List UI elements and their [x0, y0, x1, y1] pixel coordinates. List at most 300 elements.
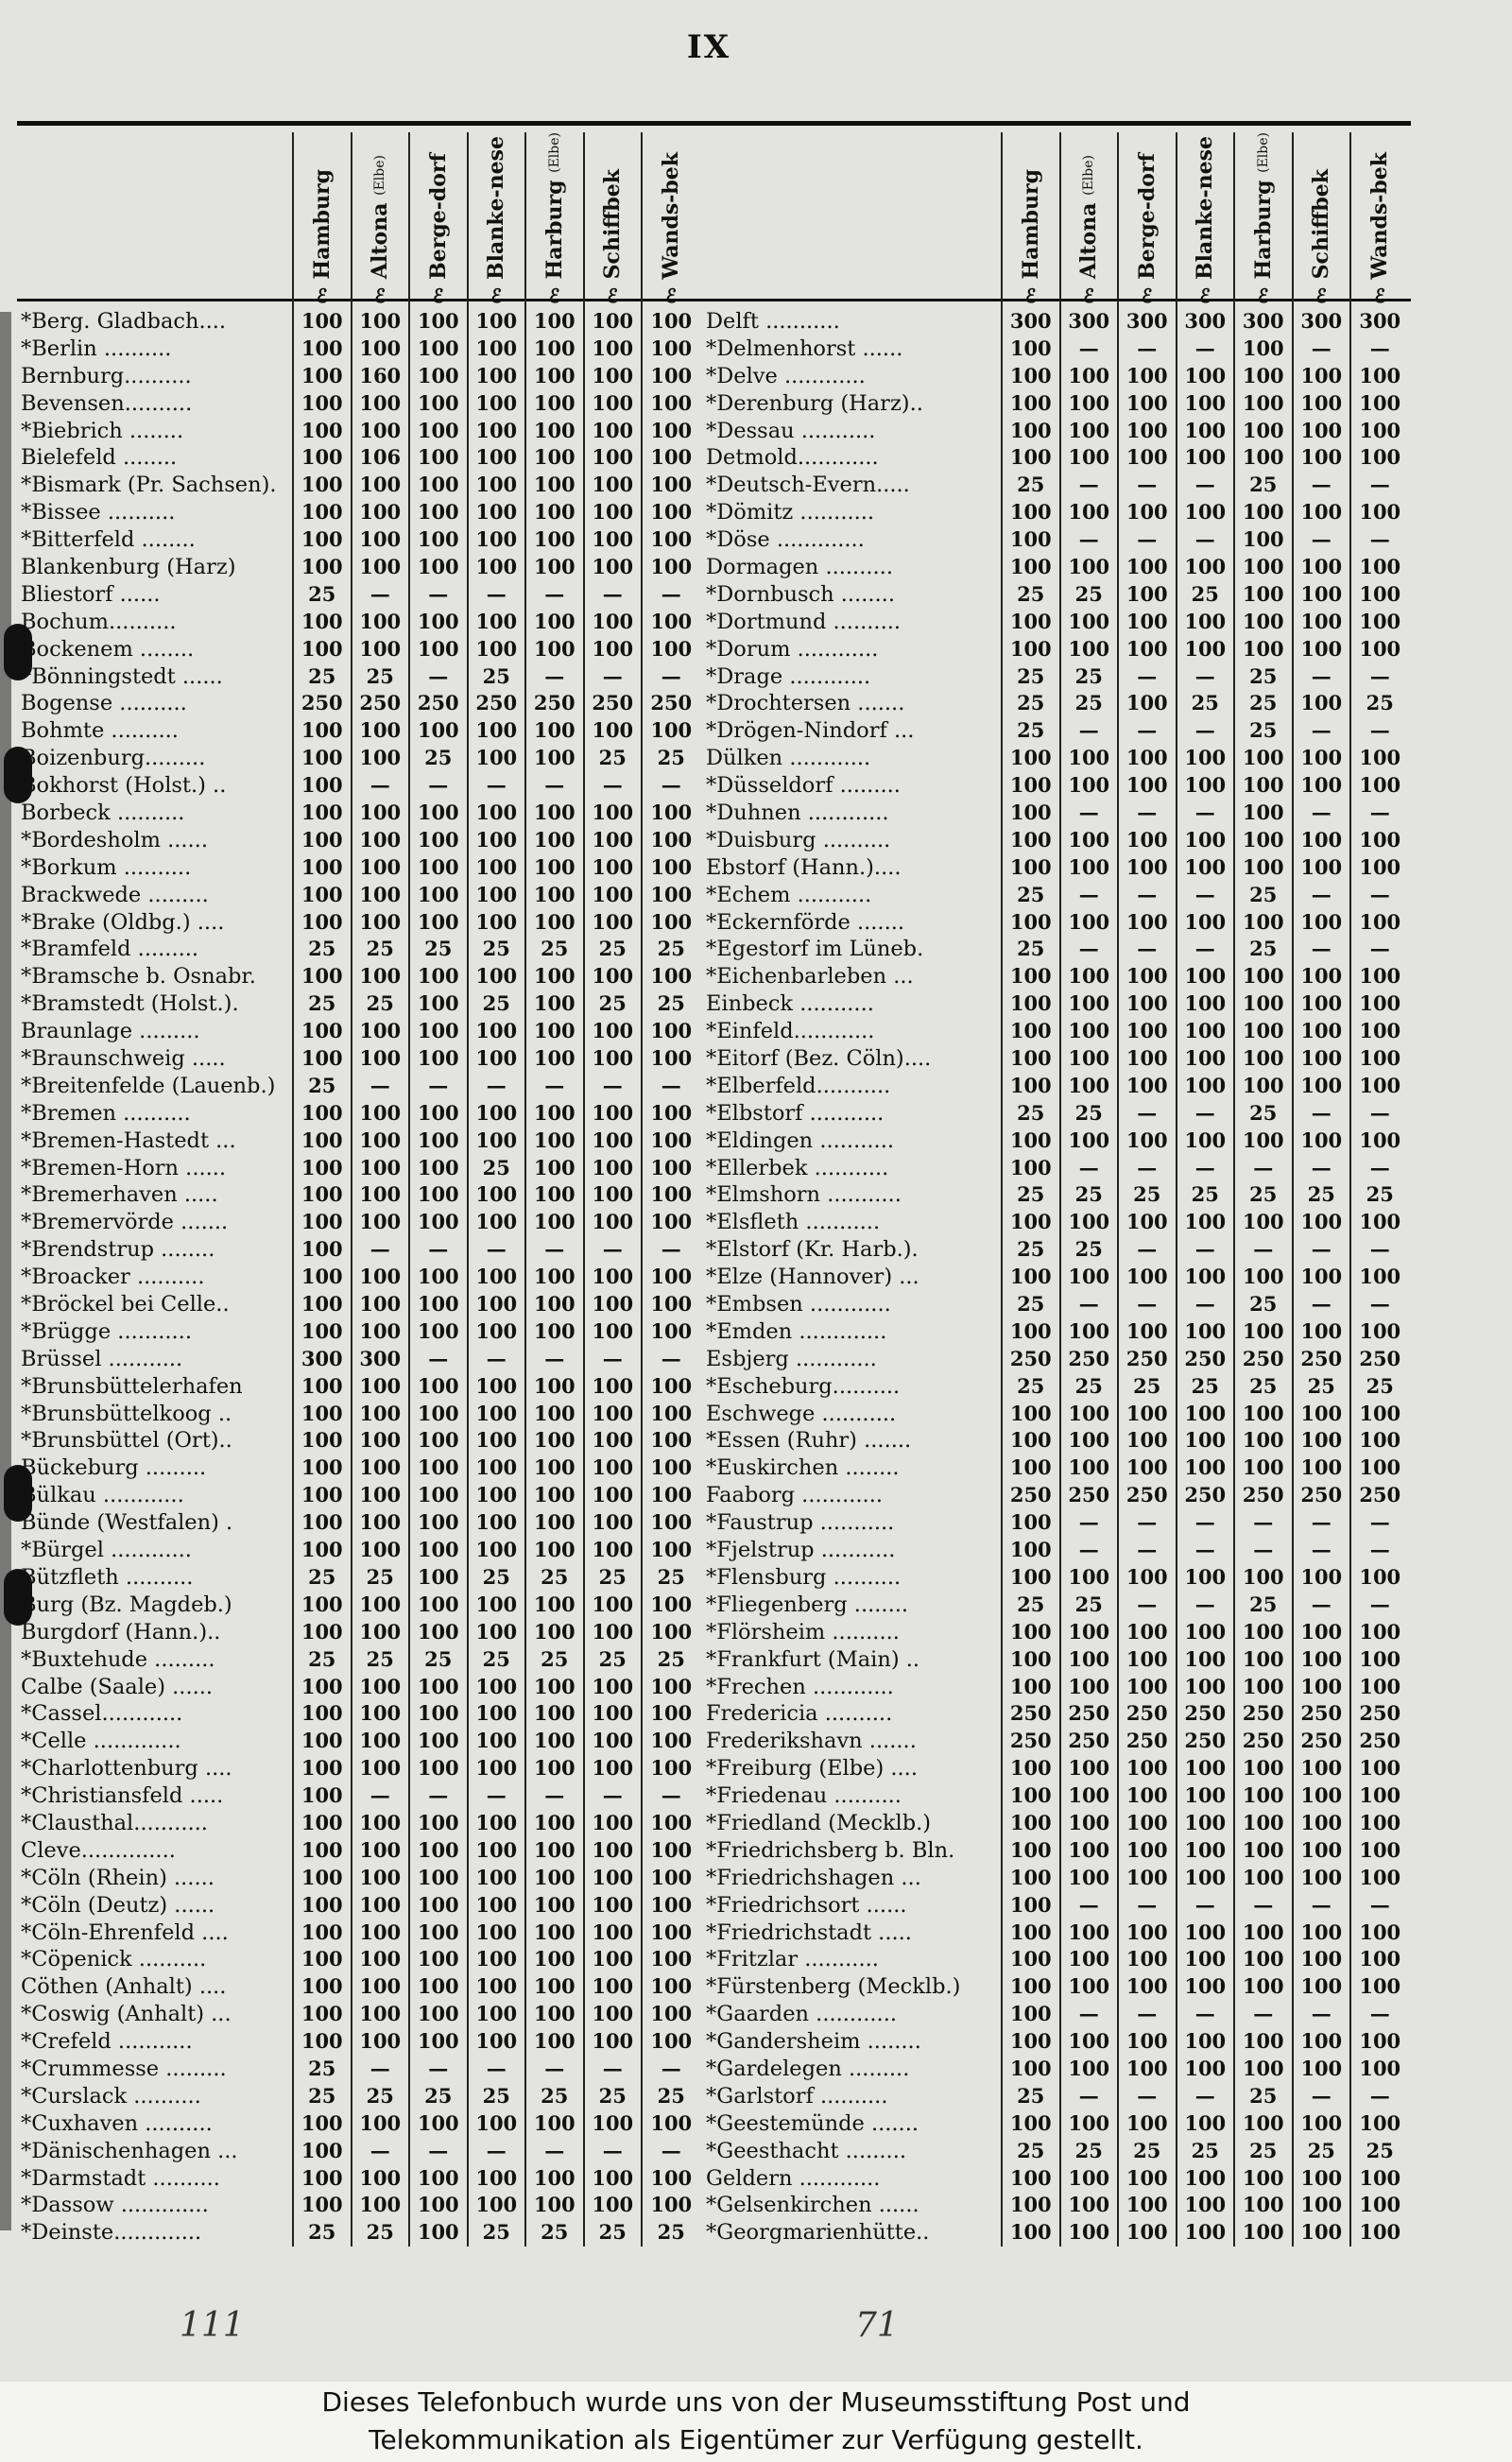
- rate-value: 100: [1002, 635, 1060, 663]
- rate-symbol-icon: ℰ: [316, 284, 328, 307]
- rate-value: 25: [1060, 2137, 1119, 2164]
- rate-value: 100: [1060, 2056, 1119, 2083]
- rate-value: 250: [1002, 1345, 1060, 1372]
- place-name: *Friedenau ..........: [706, 1783, 902, 1809]
- place-name: *Bramfeld .........: [21, 937, 199, 962]
- column-header-name: Harburg: [541, 180, 567, 280]
- rate-value: 25: [1002, 881, 1060, 908]
- table-row: [19, 2219, 700, 2247]
- rate-value: 100: [409, 1891, 468, 1919]
- table-row: [19, 1400, 700, 1427]
- rate-value: 250: [1060, 1728, 1119, 1755]
- table-row: [19, 580, 700, 608]
- rate-value: 100: [1060, 990, 1119, 1018]
- place-name: *Bremerhaven .....: [21, 1182, 218, 1208]
- rate-value: 25: [1002, 690, 1060, 717]
- table-row: [19, 2028, 700, 2056]
- rate-value: 100: [1177, 2164, 1235, 2192]
- rate-value: 100: [1002, 2164, 1060, 2192]
- rate-value: 100: [1060, 1645, 1119, 1673]
- rate-value: 100: [1118, 1618, 1177, 1645]
- rate-value: 100: [468, 1317, 526, 1345]
- rate-value: 100: [409, 1618, 468, 1645]
- rate-value: —: [1118, 1236, 1177, 1264]
- rate-value: 100: [642, 1455, 700, 1482]
- rate-value: 100: [293, 1291, 352, 1318]
- rate-value: 100: [1118, 1400, 1177, 1427]
- column-header-label: [1367, 152, 1392, 280]
- place-name: *Bramstedt (Holst.).: [21, 991, 239, 1017]
- rate-value: 100: [468, 2028, 526, 2056]
- place-name: *Drage ............: [706, 663, 871, 689]
- rate-value: 100: [642, 389, 700, 417]
- column-header-label: [310, 169, 335, 280]
- footer-line-2: Telekommunikation als Eigentümer zur Verfügung gestellt.: [369, 2424, 1143, 2455]
- rate-value: 100: [293, 1537, 352, 1564]
- rate-value: 100: [1177, 1072, 1235, 1099]
- rate-value: 25: [1234, 2082, 1293, 2109]
- column-header-name: Schiffbek: [600, 169, 626, 280]
- place-name: *Gelsenkirchen ......: [706, 2193, 919, 2218]
- rate-value: 25: [1234, 1181, 1293, 1209]
- rate-value: 100: [409, 1372, 468, 1400]
- rate-value: 100: [1177, 826, 1235, 853]
- table-row: [19, 1755, 700, 1782]
- rate-value: 100: [293, 881, 352, 908]
- rate-value: —: [1350, 800, 1409, 827]
- rate-value: 100: [409, 1864, 468, 1891]
- rate-value: 250: [293, 690, 352, 717]
- rate-value: 100: [1234, 1072, 1293, 1099]
- place-name: *Cöln-Ehrenfeld ....: [21, 1920, 229, 1945]
- rate-value: 100: [525, 881, 584, 908]
- place-name: *Bramsche b. Osnabr.: [21, 964, 256, 990]
- rate-value: 100: [1350, 2164, 1409, 2192]
- place-name: *Embsen ............: [706, 1292, 891, 1317]
- rate-value: 100: [1177, 2056, 1235, 2083]
- rate-value: 100: [584, 1099, 643, 1127]
- rate-value: 100: [409, 1700, 468, 1728]
- rate-value: 100: [1002, 2028, 1060, 2056]
- rate-value: 25: [352, 2219, 410, 2247]
- rate-value: 100: [1118, 1836, 1177, 1864]
- rate-value: 100: [1293, 554, 1351, 581]
- rate-value: 100: [1002, 1400, 1060, 1427]
- place-name: *Friedrichsort ......: [706, 1892, 907, 1918]
- rate-value: 25: [293, 2082, 352, 2109]
- table-row: [19, 2056, 700, 2083]
- rate-value: 100: [584, 1209, 643, 1236]
- rate-value: 100: [1293, 1209, 1351, 1236]
- rate-value: 100: [1234, 526, 1293, 554]
- place-name: *Eldingen ...........: [706, 1128, 894, 1153]
- rate-value: 100: [642, 2164, 700, 2192]
- rate-value: 100: [1002, 1864, 1060, 1891]
- rate-value: 100: [293, 1755, 352, 1782]
- rate-symbol-icon: ℰ: [548, 284, 560, 307]
- rate-value: 100: [584, 1018, 643, 1045]
- rate-value: 250: [1177, 1345, 1235, 1372]
- rate-value: 100: [293, 1891, 352, 1919]
- rate-value: 100: [1118, 1045, 1177, 1073]
- rate-value: 100: [1177, 362, 1235, 389]
- table-row: [704, 1645, 1409, 1673]
- rate-value: 100: [1118, 963, 1177, 990]
- rate-value: 100: [1234, 1564, 1293, 1592]
- rate-value: 25: [642, 936, 700, 963]
- rate-value: —: [352, 2137, 410, 2164]
- rate-value: 100: [1350, 444, 1409, 472]
- rate-value: 100: [352, 1181, 410, 1209]
- rate-value: 100: [1350, 389, 1409, 417]
- rate-value: —: [1118, 2001, 1177, 2028]
- column-header-label: [1135, 153, 1160, 280]
- place-name: Fredericia ..........: [706, 1701, 893, 1727]
- rate-value: —: [1350, 1154, 1409, 1181]
- rate-value: 100: [584, 1591, 643, 1618]
- rate-value: 25: [1177, 690, 1235, 717]
- rate-value: —: [468, 772, 526, 800]
- rate-value: —: [642, 663, 700, 690]
- rate-value: —: [1060, 526, 1119, 554]
- rate-value: 250: [1234, 1700, 1293, 1728]
- rate-value: —: [1350, 2001, 1409, 2028]
- rate-value: —: [1350, 1291, 1409, 1318]
- place-name: Detmold............: [706, 445, 879, 471]
- rate-value: —: [1350, 663, 1409, 690]
- table-row: [704, 635, 1409, 663]
- rate-value: 100: [1002, 2001, 1060, 2028]
- rate-value: 100: [525, 554, 584, 581]
- rate-value: 100: [1293, 990, 1351, 1018]
- rate-value: 100: [1177, 1645, 1235, 1673]
- rate-value: 100: [293, 1045, 352, 1073]
- column-header-sub: (Elbe): [372, 155, 388, 197]
- rate-value: 100: [1293, 389, 1351, 417]
- rate-value: 100: [409, 1455, 468, 1482]
- table-row: [19, 308, 700, 336]
- rate-value: 100: [1234, 608, 1293, 635]
- rate-value: 100: [1177, 554, 1235, 581]
- rate-value: —: [642, 1345, 700, 1372]
- place-name: *Deutsch-Evern.....: [706, 473, 910, 498]
- rate-value: 100: [642, 1591, 700, 1618]
- table-row: [704, 881, 1409, 908]
- rate-value: 25: [1002, 1591, 1060, 1618]
- place-name: *Freiburg (Elbe) ....: [706, 1756, 918, 1782]
- rate-value: —: [1060, 335, 1119, 362]
- table-row: [704, 472, 1409, 499]
- rate-value: 100: [1118, 1072, 1177, 1099]
- rate-value: 100: [352, 2109, 410, 2137]
- rate-value: 100: [525, 745, 584, 772]
- place-name: *Elberfeld...........: [706, 1073, 891, 1098]
- rate-value: 100: [642, 2028, 700, 2056]
- rate-value: 100: [468, 853, 526, 881]
- place-name: *Dortmund ..........: [706, 609, 902, 634]
- column-header-label: [1251, 132, 1276, 280]
- table-row: [704, 1482, 1409, 1509]
- rate-value: —: [352, 1782, 410, 1810]
- rate-value: 100: [293, 1209, 352, 1236]
- place-name: *Dornbusch ........: [706, 581, 895, 607]
- rate-value: 100: [1118, 1946, 1177, 1973]
- rate-value: —: [1177, 881, 1235, 908]
- rate-value: —: [1350, 1537, 1409, 1564]
- rate-value: 100: [642, 1045, 700, 1073]
- rate-value: 100: [1002, 1973, 1060, 2001]
- rate-value: 100: [1002, 1154, 1060, 1181]
- rate-value: 25: [1118, 2137, 1177, 2164]
- rate-value: 100: [468, 1673, 526, 1700]
- place-name: *Duisburg ..........: [706, 827, 891, 852]
- rate-value: 100: [409, 1537, 468, 1564]
- rate-value: 100: [1118, 1919, 1177, 1946]
- rate-value: 100: [1177, 1864, 1235, 1891]
- rate-value: 100: [409, 2001, 468, 2028]
- rate-value: 100: [525, 1045, 584, 1073]
- rate-value: 100: [293, 526, 352, 554]
- rate-value: 100: [293, 1127, 352, 1154]
- place-name: Bückeburg .........: [21, 1455, 207, 1481]
- rate-value: 100: [584, 499, 643, 526]
- rate-value: 100: [1118, 1755, 1177, 1782]
- column-header-sub: (Elbe): [1255, 132, 1271, 173]
- rate-value: —: [1293, 1537, 1351, 1564]
- rate-value: 100: [584, 417, 643, 444]
- place-name: *Bremen-Horn ......: [21, 1155, 227, 1180]
- place-name: *Düsseldorf .........: [706, 773, 901, 799]
- rate-value: 250: [1177, 1728, 1235, 1755]
- rate-value: 250: [1118, 1482, 1177, 1509]
- place-name: *Ellerbek ...........: [706, 1155, 889, 1180]
- rate-value: 25: [1177, 2137, 1235, 2164]
- rate-value: 100: [1177, 2192, 1235, 2219]
- rate-value: —: [1060, 1291, 1119, 1318]
- rate-value: 100: [1293, 1564, 1351, 1592]
- rate-value: 100: [352, 853, 410, 881]
- rate-symbol-icon: ℰ: [374, 284, 387, 307]
- rate-value: 100: [642, 1618, 700, 1645]
- rate-value: 100: [1350, 554, 1409, 581]
- rate-value: 100: [1350, 635, 1409, 663]
- rate-value: 100: [352, 1018, 410, 1045]
- table-row: [704, 2192, 1409, 2219]
- rate-value: 100: [352, 1673, 410, 1700]
- rate-value: 100: [409, 1810, 468, 1837]
- rate-value: 25: [1234, 1372, 1293, 1400]
- rate-value: 100: [1177, 1427, 1235, 1455]
- place-name: *Berlin ..........: [21, 336, 172, 361]
- table-row: [19, 1973, 700, 2001]
- rate-value: —: [468, 2137, 526, 2164]
- rate-value: 100: [293, 1864, 352, 1891]
- rate-value: 300: [1177, 308, 1235, 336]
- rate-value: —: [525, 1345, 584, 1372]
- rate-value: 100: [1234, 1045, 1293, 1073]
- rate-value: —: [1118, 1537, 1177, 1564]
- rate-value: 100: [293, 1836, 352, 1864]
- rate-value: 100: [525, 1673, 584, 1700]
- rate-value: 100: [584, 1127, 643, 1154]
- rate-value: —: [352, 1072, 410, 1099]
- place-name: *Deinste.............: [21, 2220, 202, 2246]
- table-row: [704, 308, 1409, 336]
- place-name: Faaborg ............: [706, 1483, 883, 1508]
- rate-value: —: [584, 1782, 643, 1810]
- rate-value: 100: [1234, 1264, 1293, 1291]
- rate-value: 100: [352, 526, 410, 554]
- rate-value: 100: [584, 308, 643, 336]
- rate-value: 100: [468, 608, 526, 635]
- rate-value: 25: [352, 936, 410, 963]
- rate-value: 100: [1350, 1455, 1409, 1482]
- rate-value: 100: [1060, 1973, 1119, 2001]
- place-name: *Cöln (Rhein) ......: [21, 1865, 215, 1890]
- rate-value: 100: [1177, 1836, 1235, 1864]
- rate-value: 100: [1060, 1864, 1119, 1891]
- table-row: [704, 526, 1409, 554]
- table-row: [704, 1127, 1409, 1154]
- rate-value: 100: [1060, 2028, 1119, 2056]
- rate-value: 100: [293, 308, 352, 336]
- rate-value: —: [1118, 526, 1177, 554]
- rate-value: 100: [1177, 2028, 1235, 2056]
- place-name: *Brügge ...........: [21, 1318, 192, 1344]
- column-header-name: Blanke-nese: [484, 135, 509, 280]
- rate-value: 100: [409, 1728, 468, 1755]
- rate-value: 25: [584, 2082, 643, 2109]
- rate-value: 25: [1002, 580, 1060, 608]
- rate-value: 100: [352, 1482, 410, 1509]
- rate-value: 100: [1350, 990, 1409, 1018]
- rate-value: 250: [1060, 1700, 1119, 1728]
- rate-value: —: [1177, 1537, 1235, 1564]
- rate-value: 100: [525, 1099, 584, 1127]
- rate-value: 100: [468, 308, 526, 336]
- rate-value: 250: [1060, 1482, 1119, 1509]
- rate-value: 100: [293, 853, 352, 881]
- rate-value: —: [584, 663, 643, 690]
- rate-value: 100: [1234, 772, 1293, 800]
- rate-value: —: [1350, 1236, 1409, 1264]
- rate-value: —: [525, 1072, 584, 1099]
- rate-value: —: [1350, 335, 1409, 362]
- rate-value: 25: [1177, 1181, 1235, 1209]
- rate-value: 100: [1350, 1400, 1409, 1427]
- rate-value: 100: [293, 800, 352, 827]
- rate-value: 100: [1293, 1400, 1351, 1427]
- rate-value: 100: [642, 362, 700, 389]
- rate-value: 100: [1293, 1427, 1351, 1455]
- rate-value: 100: [642, 1482, 700, 1509]
- rate-value: 25: [293, 1072, 352, 1099]
- rate-value: —: [409, 580, 468, 608]
- rate-value: —: [642, 1072, 700, 1099]
- table-row: [704, 1728, 1409, 1755]
- rate-value: 100: [293, 1264, 352, 1291]
- table-row: [704, 690, 1409, 717]
- place-column-header: [704, 132, 1002, 308]
- rate-value: 100: [1118, 826, 1177, 853]
- table-row: [19, 1891, 700, 1919]
- rate-value: —: [409, 1072, 468, 1099]
- rate-value: 100: [525, 1509, 584, 1537]
- table-row: [704, 1673, 1409, 1700]
- rate-value: 100: [642, 335, 700, 362]
- rate-value: —: [1060, 2082, 1119, 2109]
- rate-value: 100: [352, 417, 410, 444]
- rate-value: 25: [293, 2219, 352, 2247]
- rate-value: 25: [468, 2219, 526, 2247]
- rate-value: 100: [352, 881, 410, 908]
- rate-value: 100: [642, 1891, 700, 1919]
- rate-value: 100: [1234, 1782, 1293, 1810]
- place-name: *Cassel............: [21, 1701, 183, 1727]
- rate-value: 25: [409, 1645, 468, 1673]
- rate-value: 100: [1234, 1919, 1293, 1946]
- rate-value: 100: [584, 826, 643, 853]
- rate-value: 100: [1002, 1427, 1060, 1455]
- rate-value: 100: [1350, 1673, 1409, 1700]
- rate-value: —: [1234, 1236, 1293, 1264]
- rate-value: 100: [1293, 1919, 1351, 1946]
- place-name: *Egestorf im Lüneb.: [706, 937, 924, 962]
- place-name: Bohmte ..........: [21, 718, 179, 744]
- rate-value: 100: [1177, 2219, 1235, 2247]
- column-headers: [19, 132, 700, 308]
- rate-value: 100: [1234, 2028, 1293, 2056]
- table-row: [19, 554, 700, 581]
- rate-value: 25: [642, 745, 700, 772]
- table-row: [19, 1317, 700, 1345]
- rate-value: 100: [525, 1127, 584, 1154]
- table-row: [704, 1236, 1409, 1264]
- rate-value: 100: [1293, 1673, 1351, 1700]
- column-header-label: [368, 155, 392, 279]
- table-row: [704, 826, 1409, 853]
- rate-value: 250: [1293, 1700, 1351, 1728]
- rate-value: 100: [409, 389, 468, 417]
- place-name: *Biebrich ........: [21, 418, 184, 443]
- table-row: [19, 881, 700, 908]
- table-row: [19, 472, 700, 499]
- table-row: [19, 1455, 700, 1482]
- rate-symbol-icon: ℰ: [490, 284, 503, 307]
- rate-value: 100: [525, 1537, 584, 1564]
- rate-value: 100: [293, 2137, 352, 2164]
- rate-value: 25: [352, 2082, 410, 2109]
- place-name: Bockenem ........: [21, 636, 195, 662]
- rate-value: 100: [468, 963, 526, 990]
- rate-value: 100: [352, 800, 410, 827]
- rate-value: 100: [525, 1700, 584, 1728]
- rate-value: 100: [409, 2028, 468, 2056]
- rate-value: 100: [293, 1618, 352, 1645]
- rate-value: 25: [1118, 1181, 1177, 1209]
- rate-value: 100: [1177, 499, 1235, 526]
- rate-value: 100: [1118, 1864, 1177, 1891]
- rate-value: 100: [1293, 853, 1351, 881]
- table-row: [704, 2082, 1409, 2109]
- rate-value: 100: [1350, 745, 1409, 772]
- table-row: [704, 417, 1409, 444]
- rate-value: 100: [1002, 1891, 1060, 1919]
- rate-value: 100: [525, 362, 584, 389]
- table-row: [19, 2192, 700, 2219]
- place-name: *Buxtehude .........: [21, 1646, 215, 1672]
- rate-value: 25: [1350, 690, 1409, 717]
